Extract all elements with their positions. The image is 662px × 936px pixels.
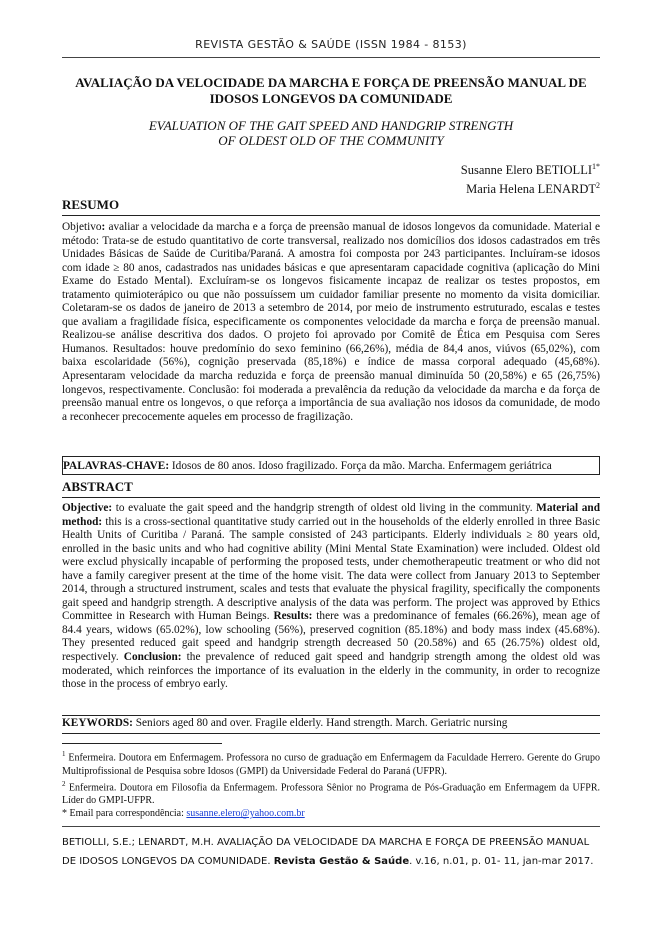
footnote-1-mark: 1 (62, 750, 66, 758)
footnote-1-text: Enfermeira. Doutora em Enfermagem. Professora no curso de graduação em Enfermagem da Faculdade Herrero. Gerente do Grupo Multiprofissional de Pesquisa sobre Idosos (GMPI) da Universidade Federal do Paraná (UFPR). (62, 752, 600, 777)
conclusion-label: Conclusion: (123, 651, 182, 664)
abstract-heading: ABSTRACT (62, 479, 133, 494)
author-1-mark: 1* (592, 162, 600, 171)
title-en-line-2: OF OLDEST OLD OF THE COMMUNITY (218, 133, 444, 148)
objective-label: Objective: (62, 502, 113, 514)
email-link[interactable]: susanne.elero@yahoo.com.br (186, 808, 305, 820)
results-text: there was a predominance of females (66.26%), mean age of 84.4 years, widows (65.02%), low schooling (56%), preserved cognition (85.18%) and body mass index (45.68%). They presented reduced gait speed and handgrip strength decreased 50 (20.58%) and 65 (26.75%) oldest old, respectively. (62, 610, 600, 664)
journal-header: REVISTA GESTÃO & SAÚDE (ISSN 1984 - 8153) (195, 38, 467, 51)
author-2-name: Maria Helena LENARDT (466, 182, 596, 197)
title-portuguese (62, 75, 600, 107)
abstract-rule (62, 497, 600, 498)
resumo-heading: RESUMO (62, 197, 120, 212)
title-en-line-1: EVALUATION OF THE GAIT SPEED AND HANDGRIP STRENGTH (148, 118, 514, 133)
results-label: Results: (273, 610, 313, 623)
title-english (62, 118, 600, 148)
footnote-1 (62, 748, 600, 778)
title-pt-line-1: AVALIAÇÃO DA VELOCIDADE DA MARCHA E FORÇA DE PREENSÃO MANUAL DE (75, 75, 587, 90)
objective-text: to evaluate the gait speed and the handgrip strength of oldest old living in the community. (112, 502, 537, 514)
footer-divider (62, 826, 600, 827)
footnote-divider (62, 743, 222, 744)
author-2-mark: 2 (596, 181, 600, 191)
resumo-text: avaliar a velocidade da marcha e a força de preensão manual de idosos longevos da comunidade. Material e método: Trata-se de estudo quantitativo de corte transversal, realizado nos domicílios dos idosos cadastrados em três Unidades Básicas de Saúde de Curitiba/Paraná. A amostra foi composta por 243 participantes. Incluíram-se idosos com idade ≥ 80 anos, cadastrados nas unidades básicas e que apresentaram capacidade cognitiva (aplicação do Mini Exame do Estado Mental). Excluíram-se os longevos fisicamente incapaz de realizar os testes propostos, em tratamento quimioterápico ou que não possuíssem um cuidador familiar presente no momento da visita domiciliar. Coletaram-se os dados de janeiro de 2013 a setembro de 2014, por meio de instrumento estruturado, escalas e testes que avaliam a fragilidade física, especificamente os componentes velocidade da marcha e força de preensão manual. Realizou-se análise descritiva dos dados. O projeto foi aprovado por Comitê de Ética em Pesquisa com Seres Humanos. Resultados: houve predomínio do sexo feminino (66,26%), média de 84,4 anos, viúvos (65,02%), com baixa escolaridade (56%), cognição preservada (85,18%) e índice de massa corporal adequado (45,68%). Apresentaram velocidade da marcha reduzida e força de preensão manual diminuída 50 (20,58%) e 65 (26,75%) longevos, respectivamente. Conclusão: foi moderada a prevalência da redução da velocidade da marcha e da força de preensão manual entre os longevos, o que reforça a importância de sua avaliação nos idosos da comunidade, de modo a reconhecer precocemente aqueles em processo de fragilização. (62, 221, 600, 423)
citation-footer (62, 833, 600, 871)
author-1 (300, 159, 600, 178)
title-pt-line-2: IDOSOS LONGEVOS DA COMUNIDADE (209, 91, 453, 106)
footnote-email (62, 807, 600, 820)
keywords-line (62, 717, 600, 729)
citation-line-1: BETIOLLI, S.E.; LENARDT, M.H. AVALIAÇÃO DA VELOCIDADE DA MARCHA E FORÇA DE PREENSÃO MANUAL (62, 837, 590, 848)
footnote-2-text: Enfermeira. Doutora em Filosofia da Enfermagem. Professora Sênior no Programa de Pós-Graduação em Enfermagem da UFPR. Líder do GMPI-UFPR. (62, 782, 600, 807)
palavras-chave-label: PALAVRAS-CHAVE: (63, 460, 170, 472)
citation-line-2-prefix: DE IDOSOS LONGEVOS DA COMUNIDADE. (62, 856, 274, 867)
abstract-body (62, 502, 600, 692)
resumo-rule (62, 215, 600, 216)
footnote-2 (62, 778, 600, 808)
citation-line-2 (62, 852, 600, 871)
keywords-rule-top (62, 715, 600, 716)
keywords-label: KEYWORDS: (62, 717, 133, 729)
footnotes (62, 748, 600, 821)
email-label: * Email para correspondência: (62, 808, 187, 820)
conclusion-text: the prevalence of reduced gait speed and handgrip strength among the oldest old was moderated, which reinforces the importance of its evaluation in the elderly in the community, in order to recognize those in the process of embryo early. (62, 651, 600, 691)
author-list (300, 159, 600, 197)
resumo-body (62, 221, 600, 424)
citation-journal: Revista Gestão & Saúde (273, 856, 410, 867)
header-divider (62, 57, 600, 58)
author-2 (300, 178, 600, 197)
keywords-text: Seniors aged 80 and over. Fragile elderly. Hand strength. March. Geriatric nursing (132, 717, 508, 729)
keywords-rule-bottom (62, 733, 600, 734)
footnote-2-mark: 2 (62, 779, 66, 788)
resumo-objetivo-label: Objetivo (62, 221, 102, 233)
palavras-chave-box (62, 456, 600, 475)
method-label: Material and method: (62, 502, 600, 528)
palavras-chave-text: Idosos de 80 anos. Idoso fragilizado. Força da mão. Marcha. Enfermagem geriátrica (169, 460, 552, 472)
citation-line-2-suffix: . v.16, n.01, p. 01- 11, jan-mar 2017. (409, 856, 594, 867)
author-1-name: Susanne Elero BETIOLLI (460, 163, 592, 178)
method-text: this is a cross-sectional quantitative study carried out in the households of the elderly enrolled in three Basic Health Units of Curitiba / Paraná. The sample consisted of 243 participants. Elderly individuals ≥ 80 years old, enrolled in the basic units and who had cognitive ability (Mini Mental State Examination) were included. Oldest old were exclud physically incapable of performing the proposed tests, under chemotherapeutic treatment or who did not have a family caregiver present at the time of the home visit. The data were collect from January 2013 to September 2014, through a structured instrument, scales and tests that evaluate the physical fragility, specifically the components gait speed and handgrip strength. A descriptive analysis of the data was perform. The project was approved by Ethics Committee in Research with Human Beings. (62, 515, 600, 623)
resumo-objetivo-colon: : (101, 221, 106, 233)
